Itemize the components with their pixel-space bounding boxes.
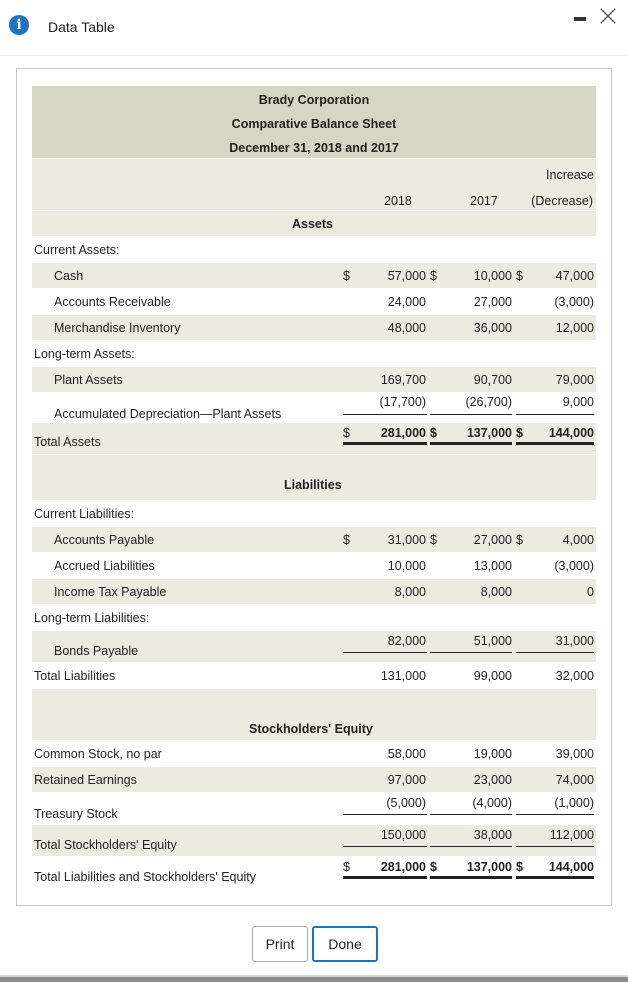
row-label: Total Liabilities and Stockholders' Equity [34,870,256,884]
currency-symbol: $ [430,269,437,283]
table-row-plant [32,366,596,392]
table-row-total-liabilities [32,662,596,688]
close-icon [598,6,618,26]
underline [430,846,512,847]
table-row-inventory [32,314,596,340]
row-label: Cash [54,269,84,283]
assets-heading-row [32,210,596,236]
underline [430,652,512,653]
value-2018: 8,000 [394,585,426,599]
balance-sheet-table [32,86,596,888]
currency-symbol: $ [430,426,437,440]
bottom-scrollbar [0,975,628,982]
value-change: 9,000 [562,395,594,409]
close-button[interactable] [598,6,618,26]
currency-symbol: $ [430,533,437,547]
underline [516,414,594,415]
current-liabilities-row [32,500,596,526]
value-2018: 58,000 [387,747,426,761]
value-change: 4,000 [562,533,594,547]
value-change: (1,000) [554,796,594,810]
currency-symbol: $ [516,860,523,874]
value-2017: 23,000 [473,773,512,787]
value-2017: 10,000 [473,269,512,283]
table-row-income-tax [32,578,596,604]
value-2017: 90,700 [473,373,512,387]
table-row-ap [32,526,596,552]
table-row-bonds [32,630,596,662]
value-2018: 31,000 [387,533,426,547]
row-label: Total Assets [34,435,101,449]
equity-heading-row [32,688,596,740]
value-2017: 51,000 [473,634,512,648]
value-change: (3,000) [554,295,594,309]
currency-symbol: $ [516,533,523,547]
double-underline [343,876,427,879]
underline [516,652,594,653]
value-2017: 13,000 [473,559,512,573]
currency-symbol: $ [343,426,350,440]
value-change: 74,000 [555,773,594,787]
row-label: Common Stock, no par [34,747,162,761]
value-change: (3,000) [554,559,594,573]
value-2018: 57,000 [387,269,426,283]
value-2018: 97,000 [387,773,426,787]
row-label: Accounts Payable [54,533,155,547]
value-2017: (26,700) [465,395,512,409]
row-label: Income Tax Payable [54,585,167,599]
double-underline [430,876,512,879]
underline [343,846,427,847]
value-2017: 27,000 [473,295,512,309]
table-row-retained [32,766,596,792]
current-assets-label: Current Assets: [34,243,120,257]
value-2017: 99,000 [473,669,512,683]
table-row-ar [32,288,596,314]
value-2017: 137,000 [466,426,512,440]
row-label: Treasury Stock [34,807,118,821]
currency-symbol: $ [343,269,350,283]
underline [516,846,594,847]
currency-symbol: $ [343,860,350,874]
value-2018: 24,000 [387,295,426,309]
row-label: Merchandise Inventory [54,321,181,335]
value-change: 79,000 [555,373,594,387]
row-label: Accumulated Depreciation—Plant Assets [54,407,282,421]
currency-symbol: $ [430,860,437,874]
current-assets-row [32,236,596,262]
row-label: Retained Earnings [34,773,137,787]
underline [430,814,512,815]
data-table-panel [16,68,612,906]
currency-symbol: $ [516,269,523,283]
underline [343,414,427,415]
assets-heading: Assets [292,217,333,231]
col-2018-label: 2018 [384,194,412,208]
print-button[interactable]: Print [252,926,308,962]
table-title-block [32,86,596,158]
value-2018: 281,000 [380,860,426,874]
value-change: 12,000 [555,321,594,335]
value-change: 112,000 [549,828,594,842]
double-underline [430,442,512,445]
value-2017: 36,000 [473,321,512,335]
table-row-common-stock [32,740,596,766]
row-label: Bonds Payable [54,644,139,658]
value-2017: 8,000 [480,585,512,599]
value-change: 144,000 [548,860,594,874]
value-2018: 82,000 [387,634,426,648]
value-change: 0 [587,585,594,599]
table-row-accrued [32,552,596,578]
table-row-total-assets [32,422,596,454]
value-2017: 137,000 [466,860,512,874]
col-change-label-2: (Decrease) [531,194,593,208]
value-change: 144,000 [548,426,594,440]
row-label: Accounts Receivable [54,295,171,309]
table-row-cash [32,262,596,288]
table-row-total-le [32,856,596,888]
liabilities-heading: Liabilities [284,478,342,492]
current-liabilities-label: Current Liabilities: [34,507,135,521]
double-underline [516,442,594,445]
value-change: 31,000 [555,634,594,648]
value-change: 39,000 [555,747,594,761]
value-2018: 281,000 [380,426,426,440]
value-2017: (4,000) [472,796,512,810]
long-term-assets-row [32,340,596,366]
col-2017-label: 2017 [470,194,498,208]
currency-symbol: $ [343,533,350,547]
dialog-titlebar [0,0,628,56]
column-header-row [32,158,596,210]
row-label: Total Liabilities [34,669,116,683]
long-term-liabilities-label: Long-term Liabilities: [34,611,150,625]
value-2018: (17,700) [379,395,426,409]
equity-heading: Stockholders' Equity [249,722,373,736]
value-2017: 27,000 [473,533,512,547]
underline [343,652,427,653]
dialog-title: Data Table [48,19,115,35]
underline [343,814,427,815]
long-term-liabilities-row [32,604,596,630]
liabilities-heading-row [32,454,596,500]
value-2017: 19,000 [473,747,512,761]
info-icon: i [9,15,29,35]
underline [516,814,594,815]
value-2018: 10,000 [387,559,426,573]
table-row-accum-dep [32,392,596,422]
company-name: Brady Corporation [258,93,370,107]
row-label: Total Stockholders' Equity [34,838,177,852]
currency-symbol: $ [516,426,523,440]
table-row-total-equity [32,824,596,856]
value-2018: (5,000) [386,796,426,810]
statement-name: Comparative Balance Sheet [231,117,397,131]
row-label: Plant Assets [54,373,123,387]
value-2018: 150,000 [380,828,426,842]
value-2018: 169,700 [380,373,426,387]
value-change: 47,000 [555,269,594,283]
value-2018: 131,000 [380,669,426,683]
double-underline [343,442,427,445]
long-term-assets-label: Long-term Assets: [34,347,135,361]
double-underline [516,876,594,879]
value-2018: 48,000 [387,321,426,335]
value-2017: 38,000 [473,828,512,842]
value-change: 32,000 [555,669,594,683]
statement-date: December 31, 2018 and 2017 [229,141,399,155]
minimize-button[interactable] [574,9,586,23]
table-row-treasury [32,792,596,824]
done-button[interactable]: Done [312,926,378,962]
row-label: Accrued Liabilities [54,559,155,573]
underline [430,414,512,415]
col-change-label-1: Increase [546,168,594,182]
